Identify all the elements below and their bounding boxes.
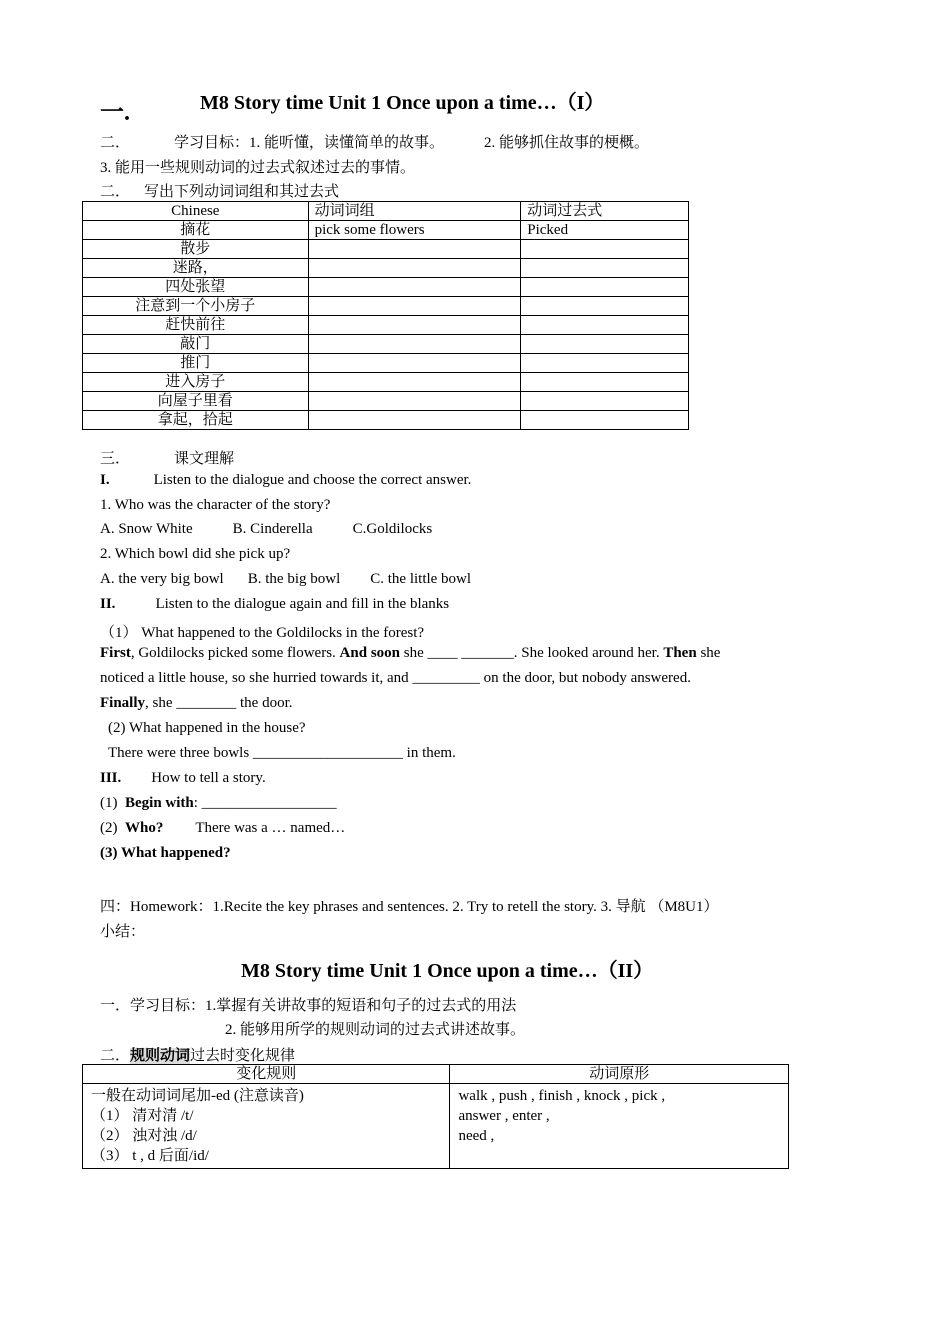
table-row [83, 221, 689, 240]
cell-phrase [308, 335, 521, 354]
objectives-line-1 [100, 131, 649, 152]
cell-phrase [308, 392, 521, 411]
summary-label: 小结： [100, 924, 146, 940]
step-3: (3) What happened? [100, 845, 231, 861]
rule-label: 二． [100, 1048, 131, 1064]
question-4-blank-line: There were three bowls ____________________ in them. [108, 745, 456, 761]
cell-past [521, 373, 689, 392]
cell-phrase [308, 316, 521, 335]
word-soon: soon [367, 645, 401, 661]
question-1: 1. Who was the character of the story? [100, 497, 331, 513]
part-number: 一. [100, 100, 130, 126]
table-row [83, 240, 689, 259]
header-phrase: 动词词组 [308, 202, 521, 221]
page-title: M8 Story time Unit 1 Once upon a time…（I） [200, 92, 605, 114]
word-finally: Finally [100, 695, 146, 711]
step-1-label: Begin with [125, 795, 194, 811]
table-row [83, 373, 689, 392]
step-1-blank: : __________________ [193, 795, 337, 811]
step-2 [100, 820, 345, 837]
cell-rules [83, 1084, 450, 1169]
cell-phrase [308, 373, 521, 392]
part-2-objectives [100, 994, 516, 1015]
cell-verbs [450, 1084, 789, 1169]
step-2-text: There was a … named… [195, 820, 346, 836]
question-2-options [100, 571, 471, 588]
cell-past: Picked [521, 221, 689, 240]
cell-past [521, 259, 689, 278]
cell-phrase [308, 411, 521, 430]
header-chinese: Chinese [83, 202, 309, 221]
section-3-text: How to tell a story. [151, 770, 266, 786]
question-2: 2. Which bowl did she pick up? [100, 546, 291, 562]
part-2-objective-2: 2. 能够用所学的规则动词的过去式讲述故事。 [225, 1022, 526, 1038]
cell-phrase [308, 354, 521, 373]
table-header-row [83, 202, 689, 221]
cell-past [521, 240, 689, 259]
rules-table-row [83, 1084, 789, 1169]
rule-rest-text: 过去时变化规律 [190, 1048, 296, 1064]
cell-past [521, 297, 689, 316]
rule-line: （1） 清对清 /t/ [91, 1108, 194, 1124]
word-first: First [100, 645, 131, 661]
q1-option-c: C.Goldilocks [352, 521, 433, 537]
step-2-label: Who? [125, 820, 164, 836]
section-1-number: I. [100, 472, 110, 488]
q2-option-b: B. the big bowl [247, 571, 341, 587]
cell-chinese: 散步 [83, 240, 309, 259]
question-1-options [100, 521, 432, 538]
table-row [83, 335, 689, 354]
cell-chinese: 推门 [83, 354, 309, 373]
q2-option-c: C. the little bowl [370, 571, 472, 587]
table-row [83, 354, 689, 373]
q1-option-b: B. Cinderella [232, 521, 313, 537]
task-heading [100, 180, 339, 201]
part-2-objective-1: 1.掌握有关讲故事的短语和句子的过去式的用法 [205, 998, 517, 1014]
table-row [83, 259, 689, 278]
step-1 [100, 795, 337, 812]
rule-heading [100, 1044, 295, 1065]
comprehension-label: 三． [100, 451, 131, 467]
rule-line: （2） 浊对浊 /d/ [91, 1128, 197, 1144]
objectives-title: 学习目标： [174, 135, 250, 151]
part-2-title: M8 Story time Unit 1 Once upon a time…（II） [241, 960, 654, 982]
comprehension-title: 课文理解 [174, 451, 235, 467]
rule-bold-text: 规则动词 [130, 1048, 191, 1064]
story-paragraph-line-2: noticed a little house, so she hurried towards it, and _________ on the door, but nobody answered. [100, 670, 691, 686]
header-past-tense: 动词过去式 [521, 202, 689, 221]
story-paragraph-line-3 [100, 695, 293, 712]
cell-chinese: 拿起，拾起 [83, 411, 309, 430]
section-1-text: Listen to the dialogue and choose the correct answer. [153, 472, 472, 488]
cell-phrase [308, 297, 521, 316]
cell-chinese: 赶快前往 [83, 316, 309, 335]
question-3: （1） What happened to the Goldilocks in the forest? [100, 625, 425, 641]
cell-phrase [308, 259, 521, 278]
rule-line: 一般在动词词尾加-ed (注意读音) [91, 1088, 304, 1104]
comprehension-heading [100, 447, 234, 468]
question-4: (2) What happened in the house? [108, 720, 306, 736]
verb-line: answer , enter , [458, 1108, 550, 1124]
section-2-number: II. [100, 596, 116, 612]
header-base-form: 动词原形 [450, 1065, 789, 1084]
story-text-1: , Goldilocks picked some flowers. [130, 645, 340, 661]
verb-phrase-table [82, 201, 689, 430]
section-1-heading [100, 472, 471, 489]
q2-option-a: A. the very big bowl [100, 571, 224, 587]
cell-chinese: 四处张望 [83, 278, 309, 297]
objective-2: 2. 能够抓住故事的梗概。 [484, 135, 650, 151]
cell-past [521, 411, 689, 430]
step-2-number: (2) [100, 820, 118, 836]
rules-table [82, 1064, 789, 1169]
task-title: 写出下列动词词组和其过去式 [144, 184, 340, 200]
cell-chinese: 摘花 [83, 221, 309, 240]
verb-line: walk , push , finish , knock , pick , [458, 1088, 666, 1104]
cell-past [521, 354, 689, 373]
cell-past [521, 316, 689, 335]
table-row [83, 411, 689, 430]
cell-chinese: 进入房子 [83, 373, 309, 392]
header-rule: 变化规则 [83, 1065, 450, 1084]
story-text-3: she [696, 645, 721, 661]
story-text-2: she ____ _______. She looked around her. [400, 645, 664, 661]
word-then: Then [663, 645, 697, 661]
cell-chinese: 敲门 [83, 335, 309, 354]
section-2-text: Listen to the dialogue again and fill in the blanks [155, 596, 450, 612]
story-text-4: , she ________ the door. [145, 695, 293, 711]
cell-chinese: 注意到一个小房子 [83, 297, 309, 316]
q1-option-a: A. Snow White [100, 521, 193, 537]
table-row [83, 278, 689, 297]
cell-chinese: 向屋子里看 [83, 392, 309, 411]
part-2-objectives-title: 一．学习目标： [100, 998, 206, 1014]
cell-past [521, 278, 689, 297]
objectives-label: 二． [100, 135, 131, 151]
rules-table-header [83, 1065, 789, 1084]
cell-phrase: pick some flowers [308, 221, 521, 240]
rule-line: （3） t , d 后面/id/ [91, 1148, 209, 1164]
table-row [83, 297, 689, 316]
table-row [83, 392, 689, 411]
word-and: And [339, 645, 368, 661]
step-1-number: (1) [100, 795, 118, 811]
section-3-heading [100, 770, 266, 787]
cell-phrase [308, 240, 521, 259]
cell-past [521, 335, 689, 354]
task-label: 二． [100, 184, 131, 200]
verb-line: need , [458, 1128, 495, 1144]
cell-phrase [308, 278, 521, 297]
table-row [83, 316, 689, 335]
objective-3: 3. 能用一些规则动词的过去式叙述过去的事情。 [100, 160, 416, 176]
objective-1: 1. 能听懂，读懂简单的故事。 [249, 135, 445, 151]
section-3-number: III. [100, 770, 122, 786]
cell-past [521, 392, 689, 411]
story-paragraph-line-1 [100, 645, 720, 662]
section-2-heading [100, 596, 449, 613]
cell-chinese: 迷路， [83, 259, 309, 278]
homework-line: 四：Homework：1.Recite the key phrases and sentences. 2. Try to retell the story. 3. 导航 （M8U1） [100, 899, 719, 915]
